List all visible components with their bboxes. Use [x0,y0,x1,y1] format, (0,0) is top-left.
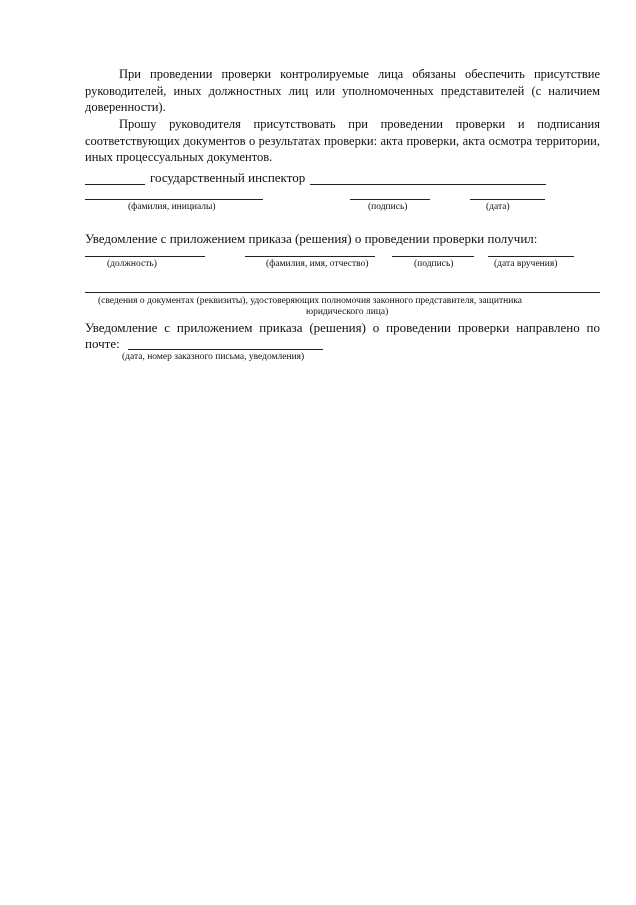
caption-mail-details: (дата, номер заказного письма, уведомления) [122,352,305,362]
received-notice-text: Уведомление с приложением приказа (решения) о проведении проверки получил: [85,231,538,246]
inspector-prefix-blank [85,184,145,185]
mailed-notice-text: Уведомление с приложением приказа (решения) о проведении проверки направлено по почте: [85,320,600,351]
caption-date: (дата) [486,202,510,212]
caption-legal-entity: юридического лица) [306,307,389,317]
paragraph-request-presence: Прошу руководителя присутствовать при проведении проверки и подписания соответствующих документов о результатах проверки: акта проверки, акта осмотра территории, иных процессуальных документов. [85,117,600,164]
inspector-label: государственный инспектор [150,170,306,185]
representative-documents-line [85,292,600,293]
received-signature-line [392,256,474,257]
inspector-initials-line [85,199,263,200]
inspector-date-line [470,199,545,200]
caption-name-initials: (фамилия, инициалы) [128,202,216,212]
caption-signature: (подпись) [368,202,408,212]
inspector-signature-line [350,199,430,200]
received-position-line [85,256,205,257]
caption-full-name: (фамилия, имя, отчество) [266,259,369,269]
received-fullname-line [245,256,375,257]
mailed-details-line [128,349,323,350]
caption-received-signature: (подпись) [414,259,454,269]
received-date-line [488,256,574,257]
caption-position: (должность) [107,259,157,269]
paragraph-presence-obligation: При проведении проверки контролируемые лица обязаны обеспечить присутствие руководителей, иных должностных лиц или уполномоченных представителей (с наличием доверенности). [85,67,600,114]
inspector-name-blank [310,184,546,185]
caption-representative-documents: (сведения о документах (реквизиты), удостоверяющих полномочия законного представителя, защитника [98,296,522,306]
caption-delivery-date: (дата вручения) [494,259,558,269]
